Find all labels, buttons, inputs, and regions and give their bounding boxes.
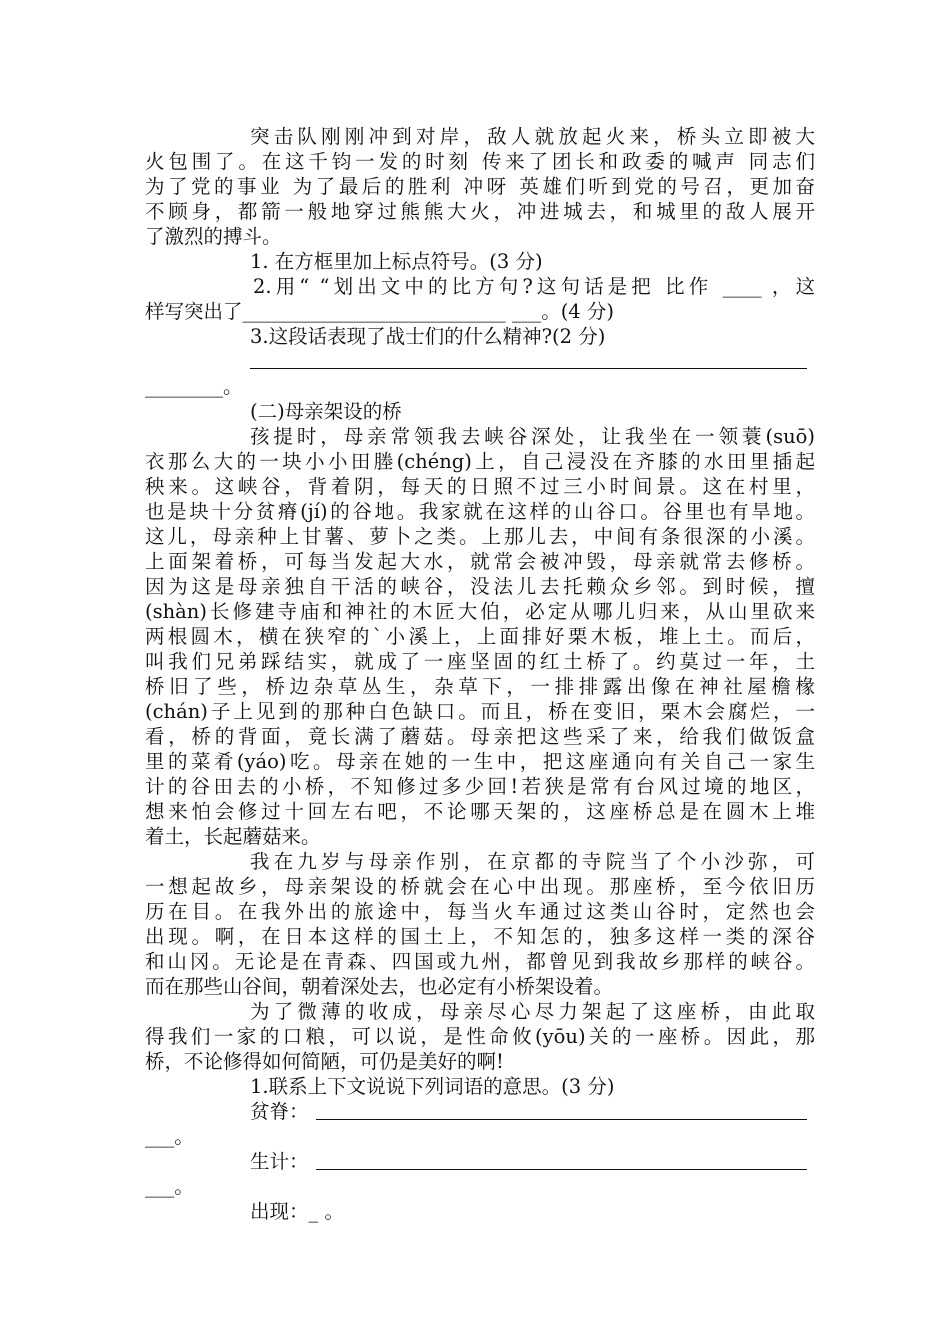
passage2-para3-line: 桥，不论修得如何简陋，可仍是美好的啊! [145,1050,504,1073]
passage1-line: 突击队刚刚冲到对岸，敌人就放起火来，桥头立即被大 [250,125,815,148]
passage2-para1-line: 里的菜肴(yáo)吃。母亲在她的一生中，把这座通向有关自己一家生 [145,750,815,773]
passage1-question-3-end: ________。 [145,375,243,398]
passage2-para1-line: (shàn)长修建寺庙和神社的木匠大伯，必定从哪儿归来，从山里砍来 [145,600,815,623]
passage2-para2-line: 而在那些山谷间，朝着深处去，也必定有小桥架设着。 [145,975,614,998]
passage1-line: 火包围了。在这千钧一发的时刻 传来了团长和政委的喊声 同志们 [145,150,815,173]
passage2-para1-line: (chán)子上见到的那种白色缺口。而且，桥在变旧，栗木会腐烂，一 [145,700,815,723]
passage2-para1-line: 着土，长起蘑菇来。 [145,825,321,848]
passage2-heading: (二)母亲架设的桥 [250,400,402,423]
passage2-para1-line: 桥旧了些，桥边杂草丛生，杂草下，一排排露出像在神社屋檐椽 [145,675,815,698]
word-label: 生计： [250,1150,309,1173]
passage2-para3-line: 为了微薄的收成，母亲尽心尽力架起了这座桥，由此取 [250,1000,815,1023]
passage2-question-1: 1.联系上下文说说下列词语的意思。(3 分) [250,1075,615,1098]
passage2-para2-line: 和山冈。无论是在青森、四国或九州，都曾见到我故乡那样的峡谷。 [145,950,815,973]
answer-line[interactable] [316,1119,807,1120]
word-label: 出现：_ 。 [250,1200,344,1223]
passage2-para1-line: 两根圆木，横在狭窄的`小溪上，上面排好栗木板，堆上土。而后， [145,625,815,648]
passage1-question-1: 1. 在方框里加上标点符号。(3 分) [250,250,543,273]
passage2-para1-line: 衣那么大的一块小小田塍(chéng)上，自己浸没在齐膝的水田里插起 [145,450,815,473]
passage2-para2-line: 我在九岁与母亲作别，在京都的寺院当了个小沙弥，可 [250,850,815,873]
answer-line[interactable] [316,1169,807,1170]
passage2-para3-line: 得我们一家的口粮，可以说，是性命攸(yōu)关的一座桥。因此，那 [145,1025,815,1048]
passage1-question-2: 2.用“ “划出文中的比方句?这句话是把 比作 ____ ，这 [253,275,815,298]
passage1-line: 不顾身，都箭一般地穿过熊熊大火，冲进城去，和城里的敌人展开 [145,200,815,223]
passage2-para1-line: 计的谷田去的小桥，不知修过多少回!若狭是常有台风过境的地区， [145,775,815,798]
word-line-end: ___。 [145,1125,194,1148]
passage1-question-3: 3.这段话表现了战士们的什么精神?(2 分) [250,325,606,348]
word-line-end: ___。 [145,1175,194,1198]
passage2-para2-line: 历在目。在我外出的旅途中，每当火车通过这类山谷时，定然也会 [145,900,815,923]
answer-line[interactable] [250,368,807,369]
passage2-para2-line: 出现。啊，在日本这样的国土上，不知怎的，独多这样一类的深谷 [145,925,815,948]
passage2-para1-line: 秧来。这峡谷，背着阴，每天的日照不过三小时间景。这在村里， [145,475,815,498]
passage2-para1-line: 也是块十分贫瘠(jí)的谷地。我家就在这样的山谷口。谷里也有旱地。 [145,500,815,523]
passage2-para1-line: 看，桥的背面，竟长满了蘑菇。母亲把这些采了来，给我们做饭盒 [145,725,815,748]
passage2-para1-line: 想来怕会修过十回左右吧，不论哪天架的，这座桥总是在圆木上堆 [145,800,815,823]
word-label: 贫脊： [250,1100,309,1123]
passage2-para1-line: 孩提时，母亲常领我去峡谷深处，让我坐在一领蓑(suō) [250,425,815,448]
passage1-line: 了激烈的搏斗。 [145,225,282,248]
passage2-para1-line: 叫我们兄弟踩结实，就成了一座坚固的红土桥了。约莫过一年，土 [145,650,815,673]
passage2-para1-line: 上面架着桥，可每当发起大水，就常会被冲毁，母亲就常去修桥。 [145,550,815,573]
passage2-para2-line: 一想起故乡，母亲架设的桥就会在心中出现。那座桥，至今依旧历 [145,875,815,898]
passage1-line: 为了党的事业 为了最后的胜利 冲呀 英雄们听到党的号召，更加奋 [145,175,815,198]
passage1-question-2-cont: 样写突出了___________________________ ___。(4 分) [145,300,615,323]
passage2-para1-line: 因为这是母亲独自干活的峡谷，没法儿去托赖众乡邻。到时候，擅 [145,575,815,598]
passage2-para1-line: 这儿，母亲种上甘薯、萝卜之类。上那儿去，中间有条很深的小溪。 [145,525,815,548]
